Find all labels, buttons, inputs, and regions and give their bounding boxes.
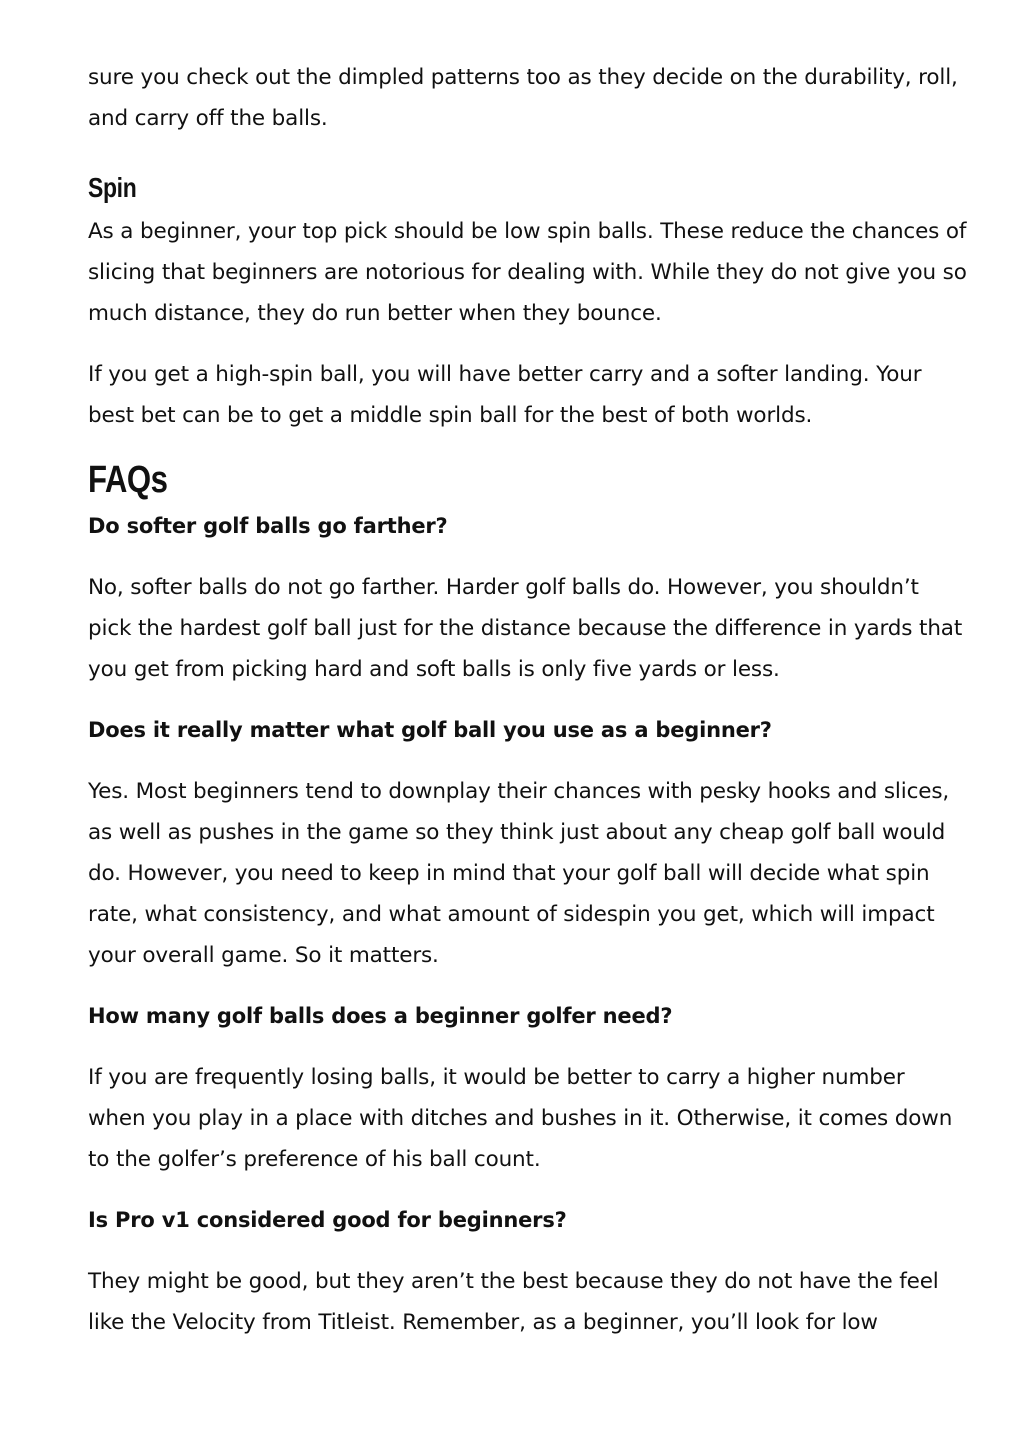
faq-answer-2: Yes. Most beginners tend to downplay their chances with pesky hooks and slices, as well as pushes in the game so they think just about any cheap golf ball would do. However, you need to keep in mind that your golf ball will decide what spin rate, what consistency, and what amount of sidespin you get, which will impact your overall game. So it matters.	[88, 779, 950, 968]
faq-question-3: How many golf balls does a beginner golfer need?	[88, 1004, 673, 1028]
spin-paragraph-1: As a beginner, your top pick should be low spin balls. These reduce the chances of slicing that beginners are notorious for dealing with. While they do not give you so much distance, they do run better when they bounce.	[88, 219, 967, 326]
spin-heading: Spin	[88, 172, 137, 203]
faq-answer-1: No, softer balls do not go farther. Harder golf balls do. However, you shouldn’t pick the hardest golf ball just for the distance because the difference in yards that you get from picking hard and soft balls is only five yards or less.	[88, 575, 963, 682]
spin-paragraph-2: If you get a high-spin ball, you will have better carry and a softer landing. Your best bet can be to get a middle spin ball for the best of both worlds.	[88, 362, 922, 428]
faqs-heading: FAQs	[88, 459, 168, 501]
faq-question-1: Do softer golf balls go farther?	[88, 514, 448, 538]
faq-question-2: Does it really matter what golf ball you use as a beginner?	[88, 718, 772, 742]
faq-answer-4: They might be good, but they aren’t the best because they do not have the feel like the Velocity from Titleist. Remember, as a beginner, you’ll look for low	[88, 1269, 939, 1335]
faq-question-4: Is Pro v1 considered good for beginners?	[88, 1208, 567, 1232]
faq-answer-3: If you are frequently losing balls, it would be better to carry a higher number when you play in a place with ditches and bushes in it. Otherwise, it comes down to the golfer’s preference of his ball count.	[88, 1065, 953, 1172]
intro-paragraph: sure you check out the dimpled patterns too as they decide on the durability, roll, and carry off the balls.	[88, 65, 958, 131]
article-page	[88, 57, 968, 1363]
